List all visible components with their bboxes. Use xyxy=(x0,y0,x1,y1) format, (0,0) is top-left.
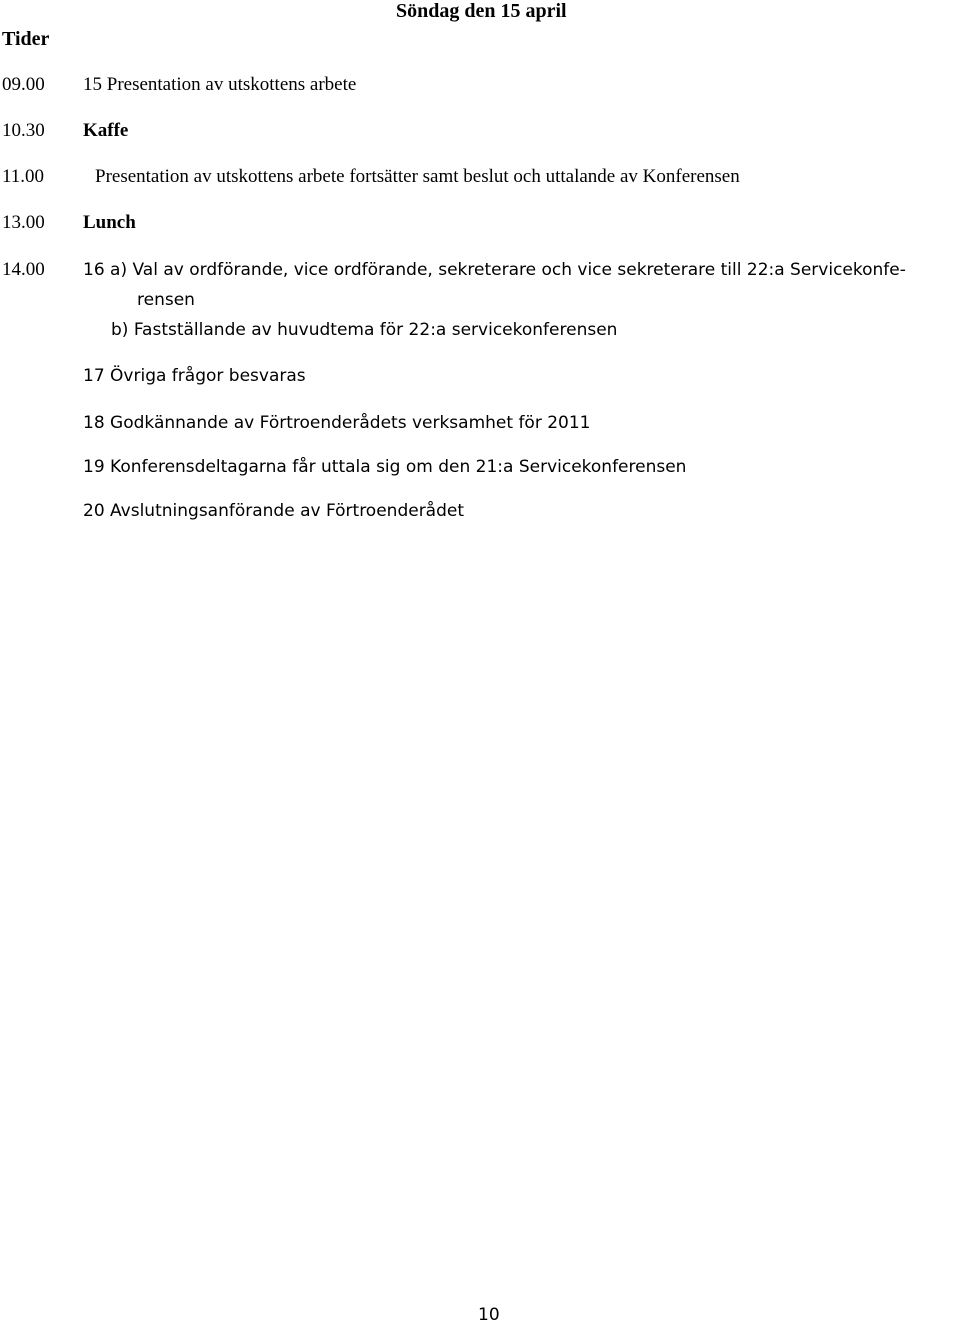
schedule-item-coffee: Kaffe xyxy=(83,120,129,141)
agenda-item-16b: b) Fastställande av huvudtema för 22:a servicekonferensen xyxy=(111,320,618,340)
agenda-item-16a-continued: rensen xyxy=(137,290,195,310)
time-1030: 10.30 xyxy=(2,120,45,141)
agenda-item-18: 18 Godkännande av Förtroenderådets verksamhet för 2011 xyxy=(83,413,591,433)
time-1400: 14.00 xyxy=(2,259,45,280)
time-0900: 09.00 xyxy=(2,74,45,95)
agenda-item-17: 17 Övriga frågor besvaras xyxy=(83,366,306,386)
time-1300: 13.00 xyxy=(2,212,45,233)
times-header: Tider xyxy=(2,28,50,50)
page-number: 10 xyxy=(478,1305,500,1325)
agenda-item-16a: 16 a) Val av ordförande, vice ordförande, sekreterare och vice sekreterare till 22:a Servicekonfe- xyxy=(83,260,906,280)
schedule-item-lunch: Lunch xyxy=(83,212,136,233)
agenda-item-20: 20 Avslutningsanförande av Förtroenderådet xyxy=(83,501,465,521)
day-title: Söndag den 15 april xyxy=(396,0,567,22)
agenda-item-19: 19 Konferensdeltagarna får uttala sig om den 21:a Servicekonferensen xyxy=(83,457,687,477)
schedule-item-presentation: 15 Presentation av utskottens arbete xyxy=(83,74,357,95)
time-1100: 11.00 xyxy=(2,166,45,187)
schedule-item-presentation-continued: Presentation av utskottens arbete fortsätter samt beslut och uttalande av Konferensen xyxy=(95,166,740,187)
